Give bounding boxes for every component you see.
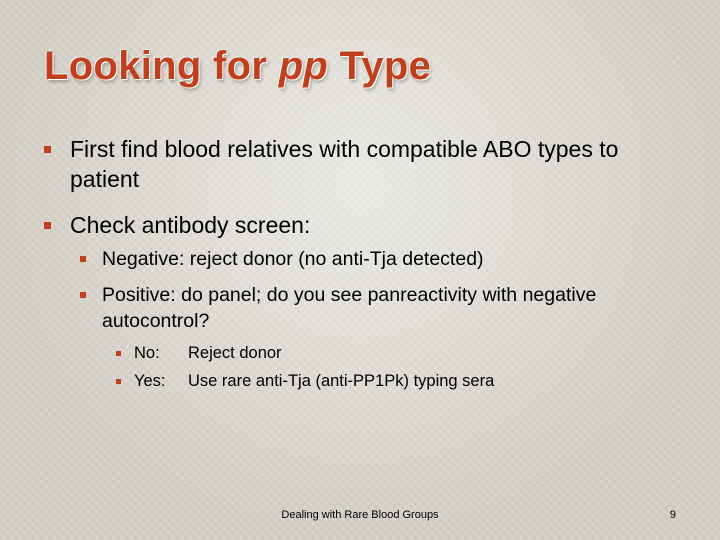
square-bullet-icon xyxy=(44,222,51,229)
square-bullet-icon xyxy=(116,351,121,356)
subsubbullet-item-no xyxy=(134,342,654,364)
option-text-no: Reject donor xyxy=(188,344,282,362)
title-text-start: Looking for xyxy=(44,44,279,88)
subbullet-item-positive xyxy=(102,282,662,334)
subbullet-text: Positive: do panel; do you see panreactivity with negative autocontrol? xyxy=(102,284,597,332)
square-bullet-icon xyxy=(80,256,86,262)
option-label-no: No: xyxy=(134,344,160,362)
option-text-yes: Use rare anti-Tja (anti-PP1Pk) typing sera xyxy=(188,372,495,390)
slide-page-number: 9 xyxy=(669,509,676,521)
square-bullet-icon xyxy=(80,292,86,298)
subbullet-item-negative xyxy=(102,246,662,272)
square-bullet-icon xyxy=(116,379,121,384)
title-italic-pp: pp xyxy=(278,44,329,88)
title-text-end: Type xyxy=(328,44,432,88)
bullet-item-blood-relatives xyxy=(70,134,670,194)
bullet-text: Check antibody screen: xyxy=(70,212,311,238)
subsubbullet-item-yes xyxy=(134,370,654,392)
option-label-yes: Yes: xyxy=(134,372,166,390)
bullet-item-antibody-screen xyxy=(70,210,670,240)
subbullet-text: Negative: reject donor (no anti-Tja detected) xyxy=(102,248,484,270)
slide-title xyxy=(44,44,431,89)
slide-footer: Dealing with Rare Blood Groups xyxy=(281,509,439,521)
square-bullet-icon xyxy=(44,146,51,153)
bullet-text: First find blood relatives with compatible ABO types to patient xyxy=(70,136,619,192)
